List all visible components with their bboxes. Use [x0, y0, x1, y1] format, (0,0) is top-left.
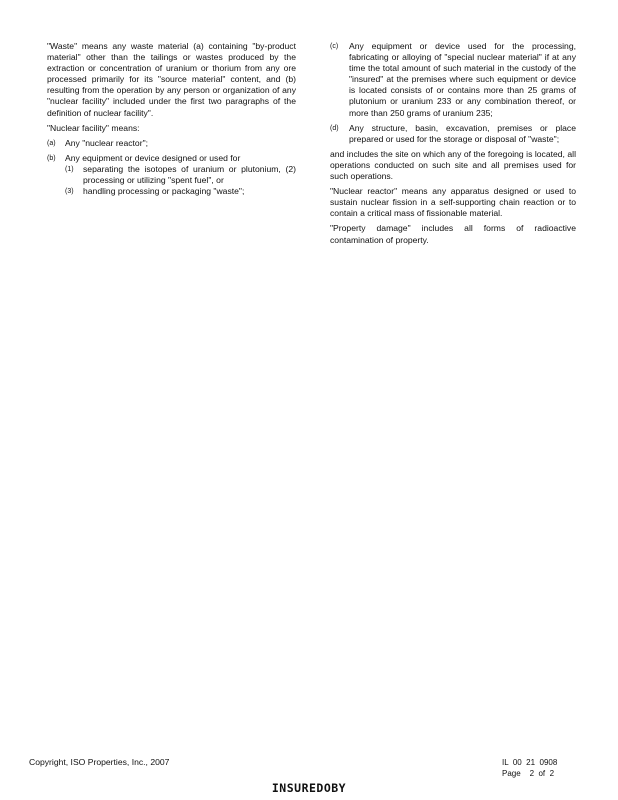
list-item-d: [330, 123, 576, 145]
form-info: [502, 757, 557, 779]
sub-item-text: handling processing or packaging "waste";: [83, 186, 245, 197]
nuclear-facility-heading: "Nuclear facility" means:: [47, 122, 140, 133]
site-paragraph: and includes the site on which any of the foregoing is located, all operations conducted on such site and all premises used for such operations.: [330, 148, 576, 182]
list-item-a: [47, 138, 296, 149]
property-damage-definition: "Property damage" includes all forms of radioactive contamination of property.: [330, 223, 576, 245]
sub-item-text: separating the isotopes of uranium or plutonium, (2) processing or utilizing "spent fuel", or: [83, 163, 296, 186]
copyright-notice: Copyright, ISO Properties, Inc., 2007: [29, 757, 170, 767]
sub-item-3: [65, 186, 296, 197]
sub-item-label: (1): [65, 165, 74, 173]
item-text: Any equipment or device used for the processing, fabricating or alloying of "special nuclear material" if at any time the total amount of such material in the custody of the "insured" at the premises where such equipment or device is located consists of or contains more than 25 grams of plutonium or uranium 233 or any combination thereof, or more than 250 grams of uranium 235;: [349, 41, 576, 118]
waste-definition: "Waste" means any waste material (a) containing "by-product material" other than the tailings or wastes produced by the extraction or concentration of uranium or thorium from any ore processed primarily for its "source material" content, and (b) resulting from the operation by any person or organization of any "nuclear facility" included under the first two paragraphs of the definition of nuclear facility".: [47, 41, 296, 118]
sub-item-1: [65, 164, 296, 186]
list-item-c: [330, 41, 576, 119]
item-label: (c): [330, 43, 339, 50]
nuclear-facility-list-continued: [330, 41, 576, 145]
nuclear-facility-list: [47, 138, 296, 197]
nuclear-reactor-definition: "Nuclear reactor" means any apparatus designed or used to sustain nuclear fission in a self-supporting chain reaction or to contain a critical mass of fissionable material.: [330, 186, 576, 219]
item-label: (d): [330, 124, 339, 132]
item-label: (b): [47, 154, 56, 162]
sub-item-label: (3): [65, 188, 74, 196]
item-text: Any "nuclear reactor";: [65, 137, 149, 148]
left-column: [47, 41, 296, 201]
item-label: (a): [47, 139, 56, 147]
form-number: IL 00 21 0908: [502, 758, 558, 767]
list-item-b: [47, 153, 296, 197]
watermark-text: INSUREDOBY: [271, 781, 347, 795]
page-number: Page 2 of 2: [502, 769, 555, 778]
right-column: [330, 41, 576, 250]
item-text: Any structure, basin, excavation, premises or place prepared or used for the storage or disposal of "waste";: [349, 122, 576, 144]
item-text: Any equipment or device designed or used for: [65, 152, 241, 163]
